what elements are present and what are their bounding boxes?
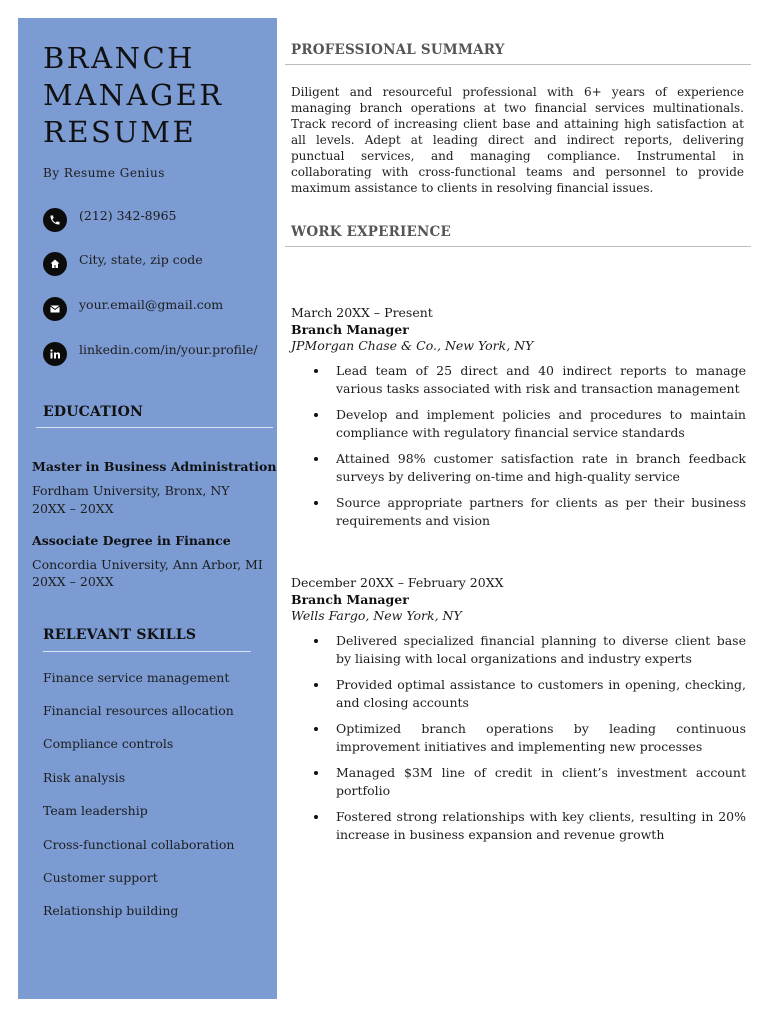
skill-item: Team leadership	[43, 803, 148, 818]
skill-item: Relationship building	[43, 903, 179, 918]
title-line: MANAGER	[43, 78, 224, 112]
job-bullets	[291, 632, 746, 845]
phone-icon	[43, 208, 67, 232]
job-company: Wells Fargo, New York, NY	[291, 608, 462, 623]
job-bullet: Managed $3M line of credit in client’s investment account portfolio	[291, 764, 746, 801]
job-bullet: Source appropriate partners for clients as per their business requirements and vision	[291, 494, 746, 531]
experience-heading: WORK EXPERIENCE	[291, 224, 451, 240]
byline: By Resume Genius	[43, 166, 165, 180]
skill-item: Compliance controls	[43, 736, 174, 751]
job-bullet: Fostered strong relationships with key clients, resulting in 20% increase in business expansion and revenue growth	[291, 808, 746, 845]
skill-item: Risk analysis	[43, 770, 126, 785]
title-line: RESUME	[43, 115, 197, 149]
job-title: Branch Manager	[291, 321, 409, 337]
education-school: Fordham University, Bronx, NY	[32, 483, 230, 498]
summary-heading: PROFESSIONAL SUMMARY	[291, 42, 505, 58]
contact-email[interactable]	[43, 296, 273, 322]
job-title: Branch Manager	[291, 591, 409, 607]
education-school: Concordia University, Ann Arbor, MI	[32, 557, 263, 572]
summary-divider	[285, 64, 751, 65]
email-icon	[43, 297, 67, 321]
contact-linkedin[interactable]	[43, 341, 273, 367]
job-dates: March 20XX – Present	[291, 305, 433, 320]
education-degree: Associate Degree in Finance	[32, 533, 231, 548]
contact-address	[43, 251, 273, 277]
linkedin-icon	[43, 342, 67, 366]
resume-title	[43, 40, 268, 151]
education-dates: 20XX – 20XX	[32, 501, 114, 516]
job-company: JPMorgan Chase & Co., New York, NY	[291, 338, 534, 353]
skill-item: Customer support	[43, 870, 158, 885]
skill-item: Financial resources allocation	[43, 703, 234, 718]
education-divider	[36, 427, 273, 428]
contact-phone	[43, 207, 273, 233]
contact-linkedin-text[interactable]: linkedin.com/in/your.profile/	[79, 341, 258, 357]
contact-phone-text: (212) 342-8965	[79, 207, 177, 223]
title-line: BRANCH	[43, 41, 195, 75]
education-dates: 20XX – 20XX	[32, 574, 114, 589]
home-icon	[43, 252, 67, 276]
summary-text: Diligent and resourceful professional with 6+ years of experience managing branch operations at two financial services multinationals. Track record of increasing client base and attaining high satisfaction at all levels. Adept at leading direct and indirect reports, delivering punctual services, and managing compliance. Instrumental in collaborating with cross-functional teams and personnel to provide maximum assistance to clients in resolving financial issues.	[291, 85, 744, 195]
sidebar	[18, 18, 277, 999]
education-degree: Master in Business Administration	[32, 459, 277, 474]
experience-divider	[285, 246, 751, 247]
education-heading: EDUCATION	[43, 404, 144, 420]
job-bullet: Optimized branch operations by leading continuous improvement initiatives and implementing new processes	[291, 720, 746, 757]
job-entry	[291, 575, 746, 852]
skill-item: Cross-functional collaboration	[43, 837, 235, 852]
job-entry	[291, 305, 746, 538]
skills-divider	[43, 651, 251, 652]
job-bullet: Provided optimal assistance to customers in opening, checking, and closing accounts	[291, 676, 746, 713]
job-bullet: Delivered specialized financial planning to diverse client base by liaising with local organizations and industry experts	[291, 632, 746, 669]
contact-address-text: City, state, zip code	[79, 251, 203, 267]
job-bullet: Attained 98% customer satisfaction rate in branch feedback surveys by delivering on-time and high-quality service	[291, 450, 746, 487]
job-bullet: Lead team of 25 direct and 40 indirect reports to manage various tasks associated with risk and transaction management	[291, 362, 746, 399]
contact-email-text[interactable]: your.email@gmail.com	[79, 296, 224, 312]
skill-item: Finance service management	[43, 670, 230, 685]
skills-heading: RELEVANT SKILLS	[43, 627, 197, 643]
job-bullets	[291, 362, 746, 531]
job-dates: December 20XX – February 20XX	[291, 575, 504, 590]
job-bullet: Develop and implement policies and procedures to maintain compliance with regulatory financial service standards	[291, 406, 746, 443]
